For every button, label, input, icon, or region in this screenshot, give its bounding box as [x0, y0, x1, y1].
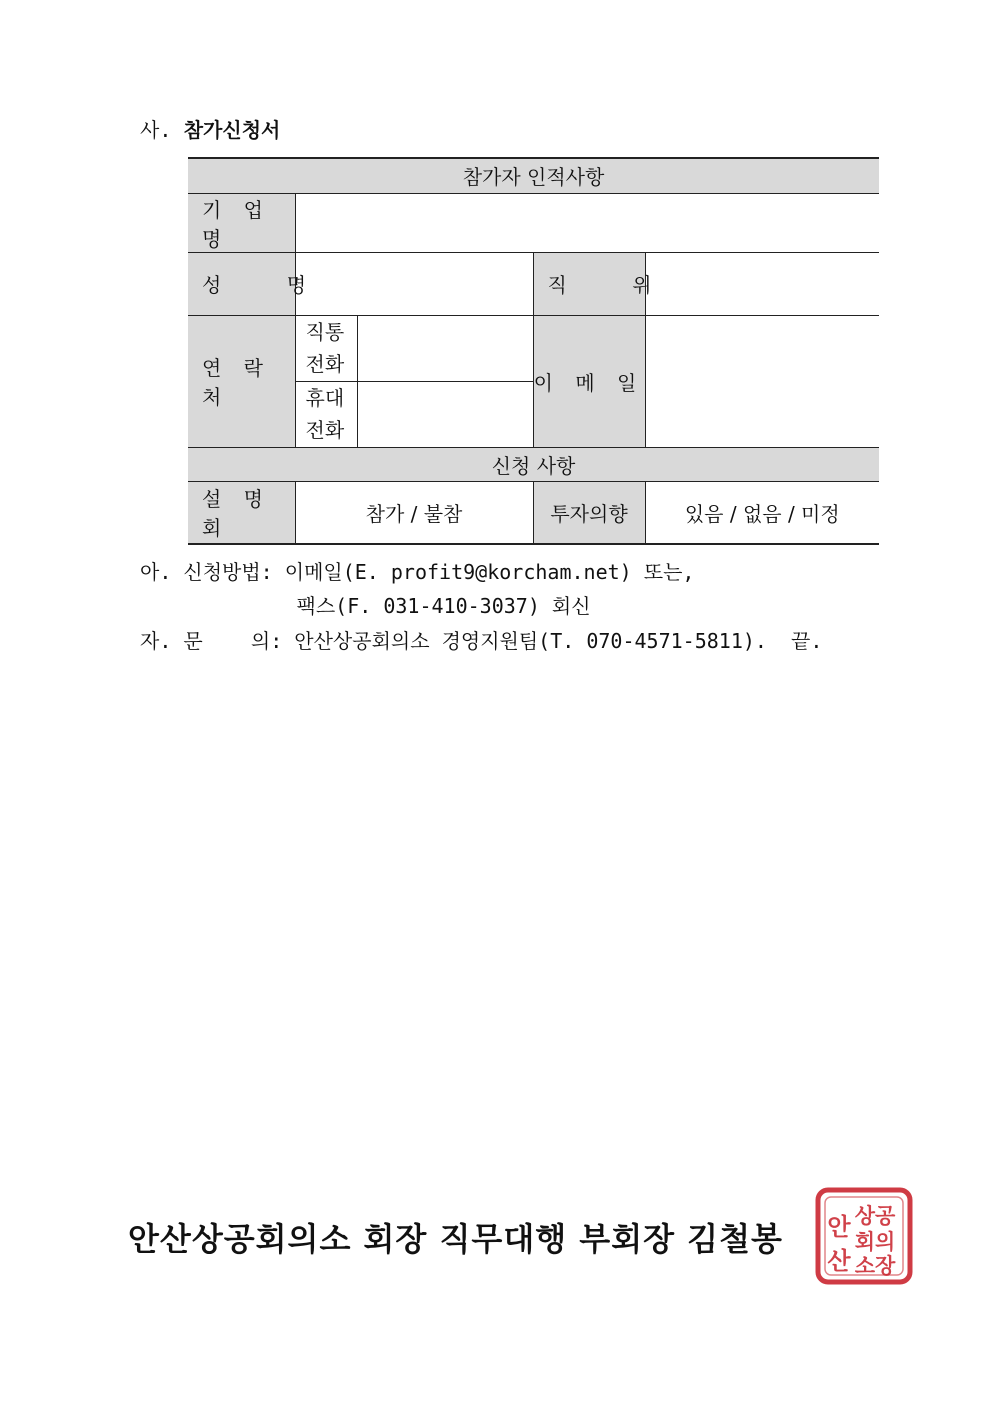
official-seal-stamp	[815, 1187, 913, 1285]
section-heading	[140, 114, 280, 143]
svg-text:소장: 소장	[854, 1253, 896, 1278]
name-label: 성 명	[188, 252, 295, 315]
email-label: 이 메 일	[533, 315, 645, 447]
company-name-field[interactable]	[295, 193, 879, 252]
participant-info-header: 참가자 인적사항	[188, 158, 879, 193]
email-field[interactable]	[645, 315, 879, 447]
mobile-phone-field[interactable]	[357, 381, 533, 447]
name-field[interactable]	[295, 252, 533, 315]
apply-method-line1: 아. 신청방법: 이메일(E. profit9@korcham.net) 또는,	[140, 560, 695, 584]
mobile-phone-label: 휴대 전화	[295, 381, 357, 447]
investment-intent-label: 투자의향	[533, 481, 645, 544]
application-items-header: 신청 사항	[188, 447, 879, 481]
briefing-label: 설 명 회	[188, 481, 295, 544]
section-number: 사.	[140, 118, 172, 142]
apply-method-line2: 팩스(F. 031-410-3037) 회신	[140, 594, 591, 618]
signature-line: 안산상공회의소 회장 직무대행 부회장 김철봉	[128, 1220, 783, 1258]
inquiry-line: 자. 문 의: 안산상공회의소 경영지원팀(T. 070-4571-5811). 끝.	[140, 629, 823, 653]
application-form-table	[188, 157, 879, 545]
contact-label: 연 락 처	[188, 315, 295, 447]
section-title: 참가신청서	[183, 118, 281, 142]
investment-intent-options[interactable]: 있음 / 없음 / 미정	[645, 481, 879, 544]
svg-text:회의: 회의	[854, 1229, 896, 1254]
position-field[interactable]	[645, 252, 879, 315]
svg-text:상공: 상공	[854, 1203, 896, 1228]
direct-phone-field[interactable]	[357, 315, 533, 381]
briefing-options[interactable]: 참가 / 불참	[295, 481, 533, 544]
company-name-label: 기 업 명	[188, 193, 295, 252]
svg-text:산: 산	[827, 1246, 851, 1275]
svg-text:안: 안	[827, 1212, 851, 1241]
position-label: 직 위	[533, 252, 645, 315]
direct-phone-label: 직통 전화	[295, 315, 357, 381]
